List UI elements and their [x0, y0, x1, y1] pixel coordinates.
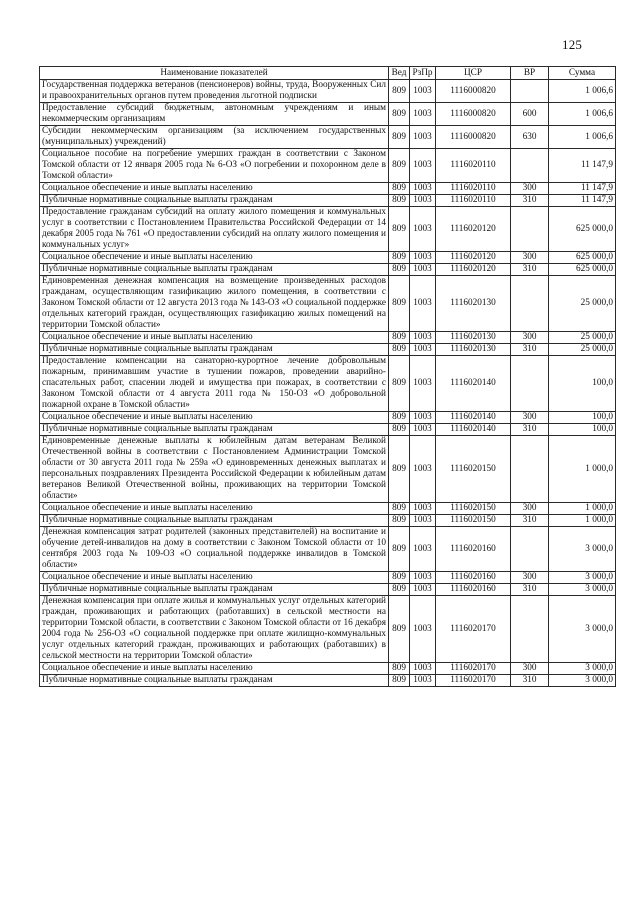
cell-vr [511, 207, 549, 252]
table-row [40, 103, 616, 126]
cell-csr: 1116000820 [436, 103, 511, 126]
table-row [40, 572, 616, 584]
cell-vr [511, 436, 549, 503]
cell-sum: 3 000,0 [549, 675, 616, 687]
cell-rzpr: 1003 [410, 663, 436, 675]
cell-csr: 1116020130 [436, 276, 511, 332]
cell-sum: 1 006,6 [549, 126, 616, 149]
cell-rzpr: 1003 [410, 103, 436, 126]
cell-sum: 100,0 [549, 356, 616, 412]
cell-name: Публичные нормативные социальные выплаты гражданам [40, 264, 389, 276]
table-row [40, 356, 616, 412]
column-header-ved: Вед [389, 67, 410, 80]
cell-csr: 1116020160 [436, 572, 511, 584]
cell-csr: 1116000820 [436, 126, 511, 149]
cell-name: Публичные нормативные социальные выплаты гражданам [40, 195, 389, 207]
cell-sum: 11 147,9 [549, 149, 616, 183]
cell-csr: 1116020120 [436, 207, 511, 252]
table-row [40, 344, 616, 356]
cell-rzpr: 1003 [410, 332, 436, 344]
cell-rzpr: 1003 [410, 515, 436, 527]
cell-name: Социальное обеспечение и иные выплаты населению [40, 332, 389, 344]
cell-name: Социальное обеспечение и иные выплаты населению [40, 503, 389, 515]
cell-csr: 1116020130 [436, 332, 511, 344]
cell-ved: 809 [389, 663, 410, 675]
cell-sum: 100,0 [549, 412, 616, 424]
table-row [40, 596, 616, 663]
cell-rzpr: 1003 [410, 183, 436, 195]
cell-csr: 1116020150 [436, 503, 511, 515]
cell-sum: 3 000,0 [549, 527, 616, 572]
cell-rzpr: 1003 [410, 149, 436, 183]
cell-csr: 1116020120 [436, 252, 511, 264]
cell-ved: 809 [389, 126, 410, 149]
cell-ved: 809 [389, 596, 410, 663]
cell-csr: 1116020150 [436, 515, 511, 527]
column-header-sum: Сумма [549, 67, 616, 80]
cell-vr: 600 [511, 103, 549, 126]
cell-csr: 1116020110 [436, 195, 511, 207]
table-row [40, 503, 616, 515]
cell-rzpr: 1003 [410, 596, 436, 663]
cell-rzpr: 1003 [410, 252, 436, 264]
cell-sum: 11 147,9 [549, 183, 616, 195]
table-row [40, 584, 616, 596]
table-row [40, 663, 616, 675]
cell-sum: 1 006,6 [549, 80, 616, 103]
cell-rzpr: 1003 [410, 436, 436, 503]
cell-sum: 100,0 [549, 424, 616, 436]
cell-csr: 1116020160 [436, 584, 511, 596]
cell-vr [511, 527, 549, 572]
cell-csr: 1116000820 [436, 80, 511, 103]
cell-name: Субсидии некоммерческим организациям (за исключением государственных (муниципальных) учреждений) [40, 126, 389, 149]
cell-sum: 25 000,0 [549, 332, 616, 344]
table-row [40, 276, 616, 332]
cell-rzpr: 1003 [410, 195, 436, 207]
cell-vr: 300 [511, 663, 549, 675]
cell-vr [511, 356, 549, 412]
cell-rzpr: 1003 [410, 572, 436, 584]
cell-ved: 809 [389, 424, 410, 436]
cell-name: Единовременная денежная компенсация на возмещение произведенных расходов гражданам, осуществляющим газификацию жилого помещения, в соответствии с Законом Томской области от 12 августа 2013 года № 143-ОЗ «О социальной поддержке отдельных категорий граждан, осуществляющих газификацию жилых помещений на территории Томской области» [40, 276, 389, 332]
cell-name: Социальное обеспечение и иные выплаты населению [40, 572, 389, 584]
table-row [40, 527, 616, 572]
cell-ved: 809 [389, 572, 410, 584]
cell-sum: 3 000,0 [549, 596, 616, 663]
cell-vr: 300 [511, 252, 549, 264]
table-row [40, 436, 616, 503]
cell-ved: 809 [389, 195, 410, 207]
cell-rzpr: 1003 [410, 527, 436, 572]
cell-ved: 809 [389, 183, 410, 195]
table-row [40, 80, 616, 103]
cell-sum: 3 000,0 [549, 572, 616, 584]
cell-csr: 1116020170 [436, 663, 511, 675]
cell-vr: 310 [511, 264, 549, 276]
cell-sum: 625 000,0 [549, 207, 616, 252]
cell-csr: 1116020120 [436, 264, 511, 276]
cell-csr: 1116020140 [436, 424, 511, 436]
table-row [40, 126, 616, 149]
cell-vr: 300 [511, 572, 549, 584]
budget-table [39, 66, 616, 687]
cell-name: Социальное обеспечение и иные выплаты населению [40, 412, 389, 424]
cell-vr: 310 [511, 584, 549, 596]
cell-csr: 1116020170 [436, 596, 511, 663]
cell-vr: 310 [511, 195, 549, 207]
cell-csr: 1116020110 [436, 149, 511, 183]
cell-sum: 1 000,0 [549, 515, 616, 527]
cell-name: Публичные нормативные социальные выплаты гражданам [40, 675, 389, 687]
cell-sum: 11 147,9 [549, 195, 616, 207]
table-row [40, 264, 616, 276]
cell-rzpr: 1003 [410, 584, 436, 596]
cell-rzpr: 1003 [410, 503, 436, 515]
cell-ved: 809 [389, 80, 410, 103]
table-row [40, 252, 616, 264]
cell-sum: 1 006,6 [549, 103, 616, 126]
cell-csr: 1116020140 [436, 412, 511, 424]
cell-ved: 809 [389, 252, 410, 264]
cell-name: Единовременные денежные выплаты к юбилейным датам ветеранам Великой Отечественной войны в соответствии с Постановлением Администрации Томской области от 30 августа 2011 года № 259а «О единовременных денежных выплатах и персональных поздравлениях Президента Российской Федерации к юбилейным датам ветеранов Великой Отечественной войны, проживающих на территории Томской области» [40, 436, 389, 503]
cell-csr: 1116020170 [436, 675, 511, 687]
cell-ved: 809 [389, 527, 410, 572]
table-row [40, 195, 616, 207]
cell-rzpr: 1003 [410, 344, 436, 356]
cell-rzpr: 1003 [410, 675, 436, 687]
table-row [40, 424, 616, 436]
cell-name: Публичные нормативные социальные выплаты гражданам [40, 344, 389, 356]
table-body [40, 80, 616, 687]
header-row [40, 67, 616, 80]
cell-sum: 625 000,0 [549, 252, 616, 264]
cell-vr: 310 [511, 515, 549, 527]
cell-csr: 1116020140 [436, 356, 511, 412]
cell-rzpr: 1003 [410, 207, 436, 252]
cell-name: Денежная компенсация при оплате жилья и коммунальных услуг отдельных категорий граждан, проживающих и работающих (работавших) в сельской местности на территории Томской области, в соответствии с Законом Томской области от 16 декабря 2004 года № 256-ОЗ «О социальной поддержке при оплате жилищно-коммунальных услуг отдельных категорий граждан, проживающих и работающих (работавших) в сельской местности на территории Томской области» [40, 596, 389, 663]
cell-ved: 809 [389, 584, 410, 596]
cell-sum: 1 000,0 [549, 436, 616, 503]
cell-ved: 809 [389, 276, 410, 332]
cell-sum: 25 000,0 [549, 276, 616, 332]
cell-vr [511, 80, 549, 103]
cell-name: Предоставление гражданам субсидий на оплату жилого помещения и коммунальных услуг в соответствии с Постановлением Правительства Российской Федерации от 14 декабря 2005 года № 761 «О предоставлении субсидий на оплату жилого помещения и коммунальных услуг» [40, 207, 389, 252]
cell-name: Социальное обеспечение и иные выплаты населению [40, 663, 389, 675]
table-row [40, 675, 616, 687]
cell-rzpr: 1003 [410, 412, 436, 424]
cell-ved: 809 [389, 356, 410, 412]
cell-ved: 809 [389, 675, 410, 687]
cell-name: Предоставление субсидий бюджетным, автономным учреждениям и иным некоммерческим организациям [40, 103, 389, 126]
column-header-name: Наименование показателей [40, 67, 389, 80]
table-row [40, 207, 616, 252]
cell-name: Предоставление компенсации на санаторно-курортное лечение добровольным пожарным, принимавшим участие в тушении пожаров, проведении аварийно-спасательных работ, спасении людей и имущества при пожарах, в соответствии с Законом Томской области от 4 августа 2011 года № 150-ОЗ «О добровольной пожарной охране в Томской области» [40, 356, 389, 412]
cell-ved: 809 [389, 207, 410, 252]
cell-rzpr: 1003 [410, 126, 436, 149]
cell-vr: 300 [511, 332, 549, 344]
cell-sum: 25 000,0 [549, 344, 616, 356]
cell-ved: 809 [389, 103, 410, 126]
cell-vr: 310 [511, 424, 549, 436]
cell-rzpr: 1003 [410, 356, 436, 412]
cell-csr: 1116020150 [436, 436, 511, 503]
cell-vr: 300 [511, 183, 549, 195]
cell-vr [511, 276, 549, 332]
cell-ved: 809 [389, 344, 410, 356]
cell-vr: 310 [511, 344, 549, 356]
table-row [40, 412, 616, 424]
table-row [40, 332, 616, 344]
cell-ved: 809 [389, 149, 410, 183]
column-header-csr: ЦСР [436, 67, 511, 80]
cell-csr: 1116020130 [436, 344, 511, 356]
cell-ved: 809 [389, 436, 410, 503]
cell-ved: 809 [389, 412, 410, 424]
cell-ved: 809 [389, 503, 410, 515]
cell-name: Социальное обеспечение и иные выплаты населению [40, 252, 389, 264]
cell-name: Денежная компенсация затрат родителей (законных представителей) на воспитание и обучение детей-инвалидов на дому в соответствии с Законом Томской области от 10 сентября 2003 года № 109-ОЗ «О социальной поддержке инвалидов в Томской области» [40, 527, 389, 572]
cell-name: Публичные нормативные социальные выплаты гражданам [40, 424, 389, 436]
table-row [40, 149, 616, 183]
cell-ved: 809 [389, 264, 410, 276]
table-row [40, 515, 616, 527]
cell-vr: 630 [511, 126, 549, 149]
cell-csr: 1116020160 [436, 527, 511, 572]
cell-sum: 3 000,0 [549, 663, 616, 675]
cell-vr: 310 [511, 675, 549, 687]
cell-ved: 809 [389, 332, 410, 344]
table-header [40, 67, 616, 80]
cell-rzpr: 1003 [410, 80, 436, 103]
cell-name: Социальное пособие на погребение умерших граждан в соответствии с Законом Томской области от 12 января 2005 года № 6-ОЗ «О погребении и похоронном деле в Томской области» [40, 149, 389, 183]
table-row [40, 183, 616, 195]
cell-name: Публичные нормативные социальные выплаты гражданам [40, 515, 389, 527]
cell-vr [511, 596, 549, 663]
cell-sum: 1 000,0 [549, 503, 616, 515]
cell-name: Публичные нормативные социальные выплаты гражданам [40, 584, 389, 596]
cell-sum: 3 000,0 [549, 584, 616, 596]
cell-rzpr: 1003 [410, 424, 436, 436]
page-number: 125 [562, 37, 583, 52]
cell-vr: 300 [511, 503, 549, 515]
cell-rzpr: 1003 [410, 276, 436, 332]
cell-vr: 300 [511, 412, 549, 424]
column-header-vr: ВР [511, 67, 549, 80]
cell-ved: 809 [389, 515, 410, 527]
column-header-rzpr: РзПр [410, 67, 436, 80]
cell-sum: 625 000,0 [549, 264, 616, 276]
cell-csr: 1116020110 [436, 183, 511, 195]
cell-rzpr: 1003 [410, 264, 436, 276]
cell-vr [511, 149, 549, 183]
cell-name: Государственная поддержка ветеранов (пенсионеров) войны, труда, Вооруженных Сил и правоохранительных органов путем проведения льготной подписки [40, 80, 389, 103]
cell-name: Социальное обеспечение и иные выплаты населению [40, 183, 389, 195]
